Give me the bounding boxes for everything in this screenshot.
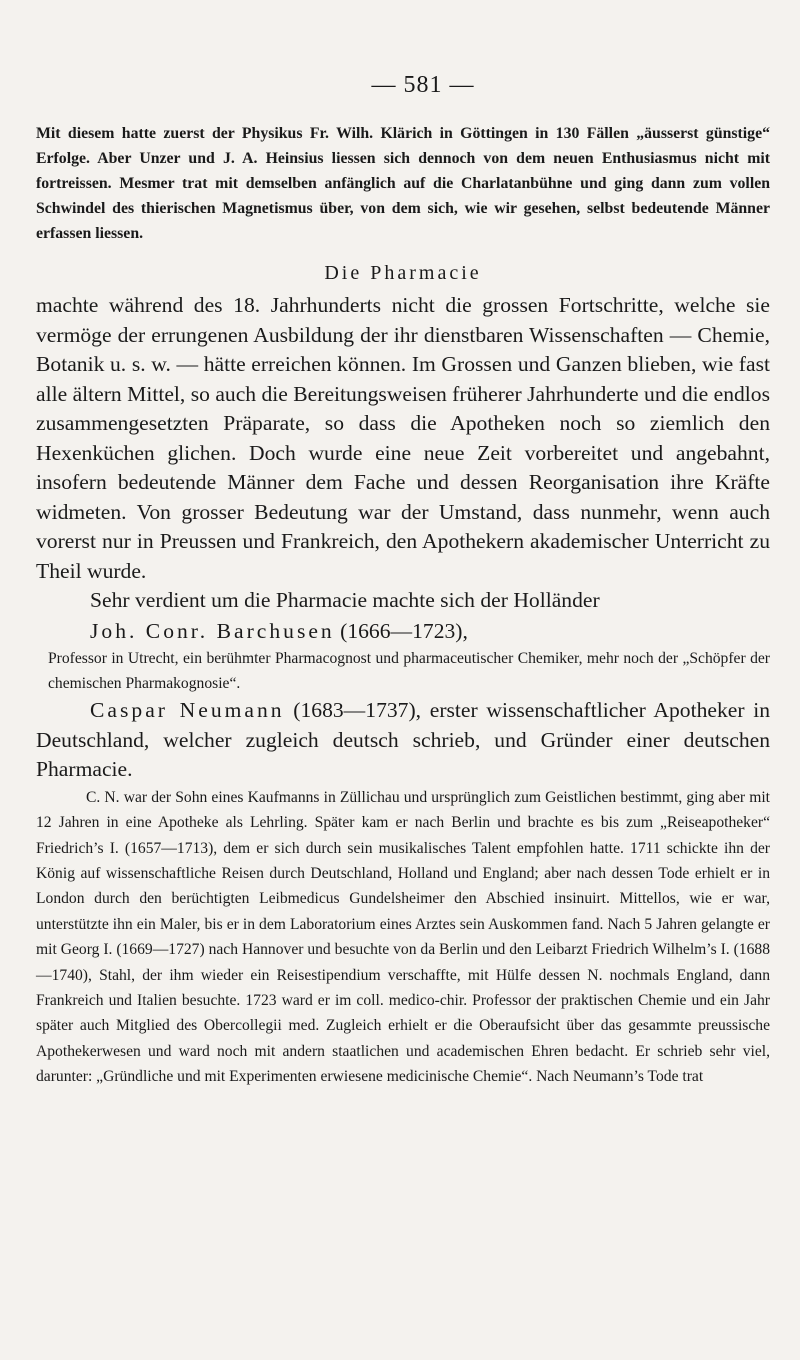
barchusen-note: Professor in Utrecht, ein berühmter Pharmacognost und pharmaceutischer Chemiker, mehr noch der „Schöpfer der chemischen Pharmakognosie“. [48,649,770,692]
intro-paragraph: Mit diesem hatte zuerst der Physikus Fr. Wilh. Klärich in Göttingen in 130 Fällen „äusserst günstige“ Erfolge. Aber Unzer und J. A. Heinsius liessen sich dennoch von dem neuen Enthusiasmus nicht mit fortreissen. Mesmer trat mit demselben anfänglich auf die Charlatanbühne und ging dann zum vollen Schwindel des thierischen Magnetismus über, von dem sich, wie wir gesehen, selbst bedeutende Männer erfassen liessen. [36,125,770,242]
page-number: — 581 — [371,72,475,98]
section-heading: Die Pharmacie [324,262,482,284]
barchusen-dates: (1666—1723), [334,618,468,643]
main-paragraph: machte während des 18. Jahrhunderts nicht die grossen Fortschritte, welche sie vermöge der errungenen Ausbildung der ihr dienstbaren Wissenschaften — Chemie, Botanik u. s. w. — hätte erreichen können. Im Grossen und Ganzen blieben, wie fast alle ältern Mittel, so auch die Bereitungsweisen früherer Jahrhunderte und die endlos zusammengesetzten Präparate, so dass die Apotheken noch so ziemlich den Hexenküchen glichen. Doch wurde eine neue Zeit vorbereitet und angebahnt, insofern bedeutende Männer dem Fache und dessen Reorganisation ihre Kräfte widmeten. Von grosser Bedeutung war der Umstand, dass nunmehr, wenn auch vorerst nur in Preussen und Frankreich, den Apothekern akademischer Unterricht zu Theil wurde. [36,293,770,583]
neumann-paragraph [36,696,770,785]
barchusen-line [36,616,770,646]
neumann-note: C. N. war der Sohn eines Kaufmanns in Züllichau und ursprünglich zum Geistlichen bestimmt, ging aber mit 12 Jahren in eine Apotheke als Lehrling. Später kam er nach Berlin und brachte es bis zum „Reiseapotheker“ Friedrich’s I. (1657—1713), dem er sich durch sein musikalisches Talent empfohlen hatte. 1711 schickte ihn der König auf wissenschaftliche Reisen durch Deutschland, Holland und England; aber nach dessen Tode erhielt er in London durch den berüchtigten Leibmedicus Gundelsheimer den Abschied insinuirt. Mittellos, wie er war, unterstützte ihn ein Maler, bis er in dem Laboratorium eines Arztes sein Auskommen fand. Nach 5 Jahren gelangte er mit Georg I. (1669—1727) nach Hannover und besuchte von da Berlin und den Leibarzt Friedrich Wilhelm’s I. (1688—1740), Stahl, der ihm wieder ein Reisestipendium verschaffte, mit Hülfe dessen N. nochmals England, dann Frankreich und Italien besuchte. 1723 ward er im coll. medico-chir. Professor der praktischen Chemie und ein Jahr später auch Mitglied des Obercollegii med. Zugleich erhielt er die Oberaufsicht über das gesammte preussische Apothekerwesen und ward noch mit andern staatlichen und academischen Ehren bedacht. Er schrieb sehr viel, darunter: „Gründliche und mit Experimenten erwiesene medicinische Chemie“. Nach Neumann’s Tode trat [36,788,770,1086]
barchusen-name: Joh. Conr. Barchusen [90,618,335,643]
neumann-text: (1683—1737), erster wissenschaftlicher Apotheker in Deutschland, welcher zugleich deutsch schrieb, und Gründer einer deutschen Pharmacie. [36,698,771,782]
barchusen-intro: Sehr verdient um die Pharmacie machte sich der Holländer [90,588,600,612]
neumann-name: Caspar Neumann [90,698,285,723]
